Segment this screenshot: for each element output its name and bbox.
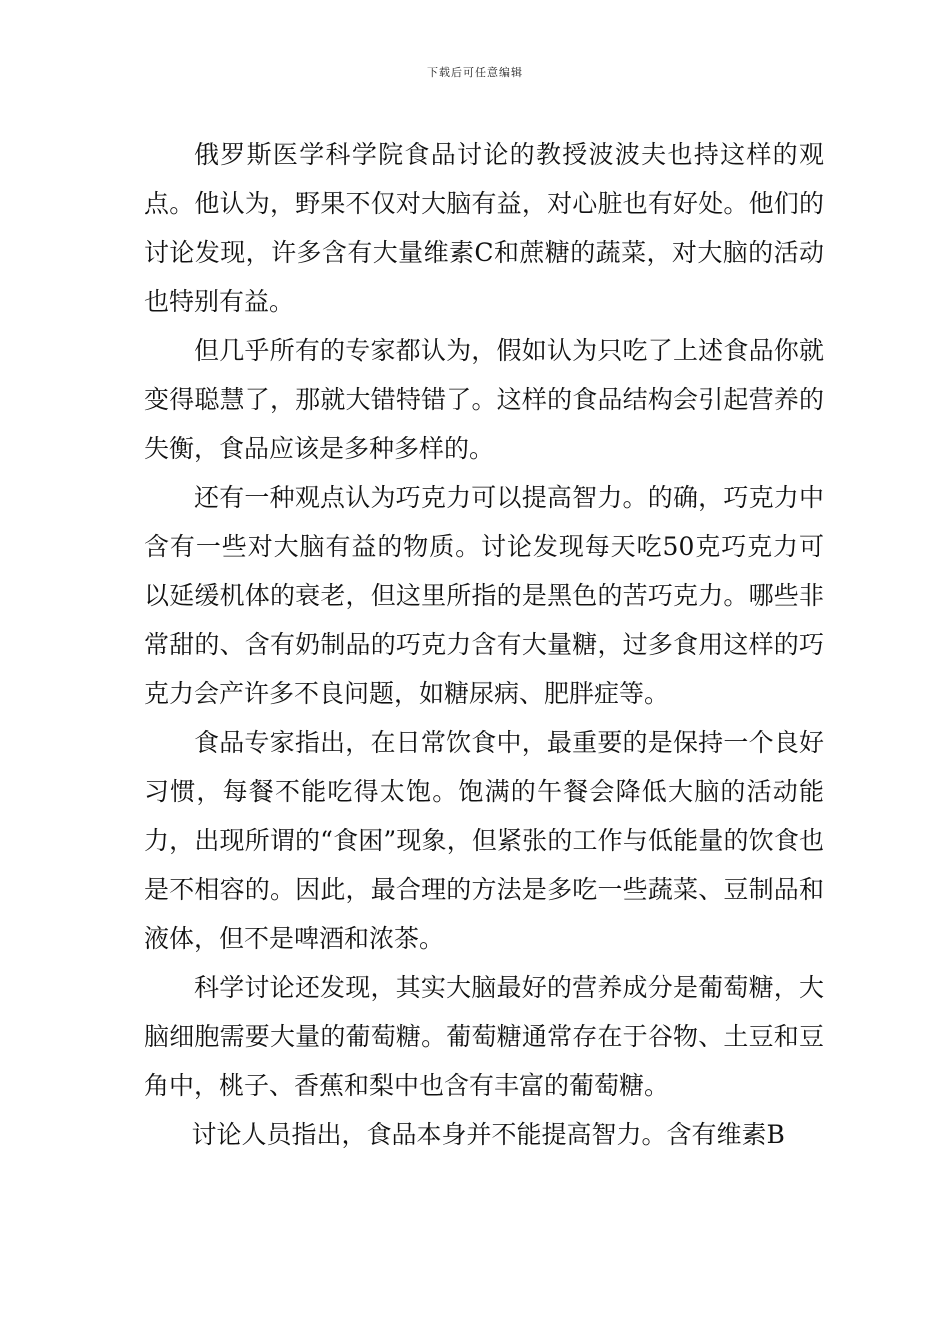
paragraph: 食品专家指出，在日常饮食中，最重要的是保持一个良好习惯，每餐不能吃得太饱。饱满的午餐会降低大脑的活动能力，出现所谓的“食困”现象，但紧张的工作与低能量的饮食也是不相容的。因此，最合理的方法是多吃一些蔬菜、豆制品和液体，但不是啤酒和浓茶。 [144,728,824,953]
paragraph: 俄罗斯医学科学院食品讨论的教授波波夫也持这样的观点。他认为，野果不仅对大脑有益，对心脏也有好处。他们的讨论发现，许多含有大量维素C和蔗糖的蔬菜，对大脑的活动也特别有益。 [144,140,824,316]
paragraph: 还有一种观点认为巧克力可以提高智力。的确，巧克力中含有一些对大脑有益的物质。讨论发现每天吃50克巧克力可以延缓机体的衰老，但这里所指的是黑色的苦巧克力。哪些非常甜的、含有奶制品的巧克力含有大量糖，过多食用这样的巧克力会产许多不良问题，如糖尿病、肥胖症等。 [144,483,824,708]
paragraph: 但几乎所有的专家都认为，假如认为只吃了上述食品你就变得聪慧了，那就大错特错了。这样的食品结构会引起营养的失衡，食品应该是多种多样的。 [144,336,824,463]
page-header: 下载后可任意编辑 [427,66,523,79]
paragraph: 科学讨论还发现，其实大脑最好的营养成分是葡萄糖，大脑细胞需要大量的葡萄糖。葡萄糖通常存在于谷物、土豆和豆角中，桃子、香蕉和梨中也含有丰富的葡萄糖。 [144,973,824,1100]
document-body [144,130,824,1159]
paragraph: 讨论人员指出，食品本身并不能提高智力。含有维素B [191,1120,785,1149]
